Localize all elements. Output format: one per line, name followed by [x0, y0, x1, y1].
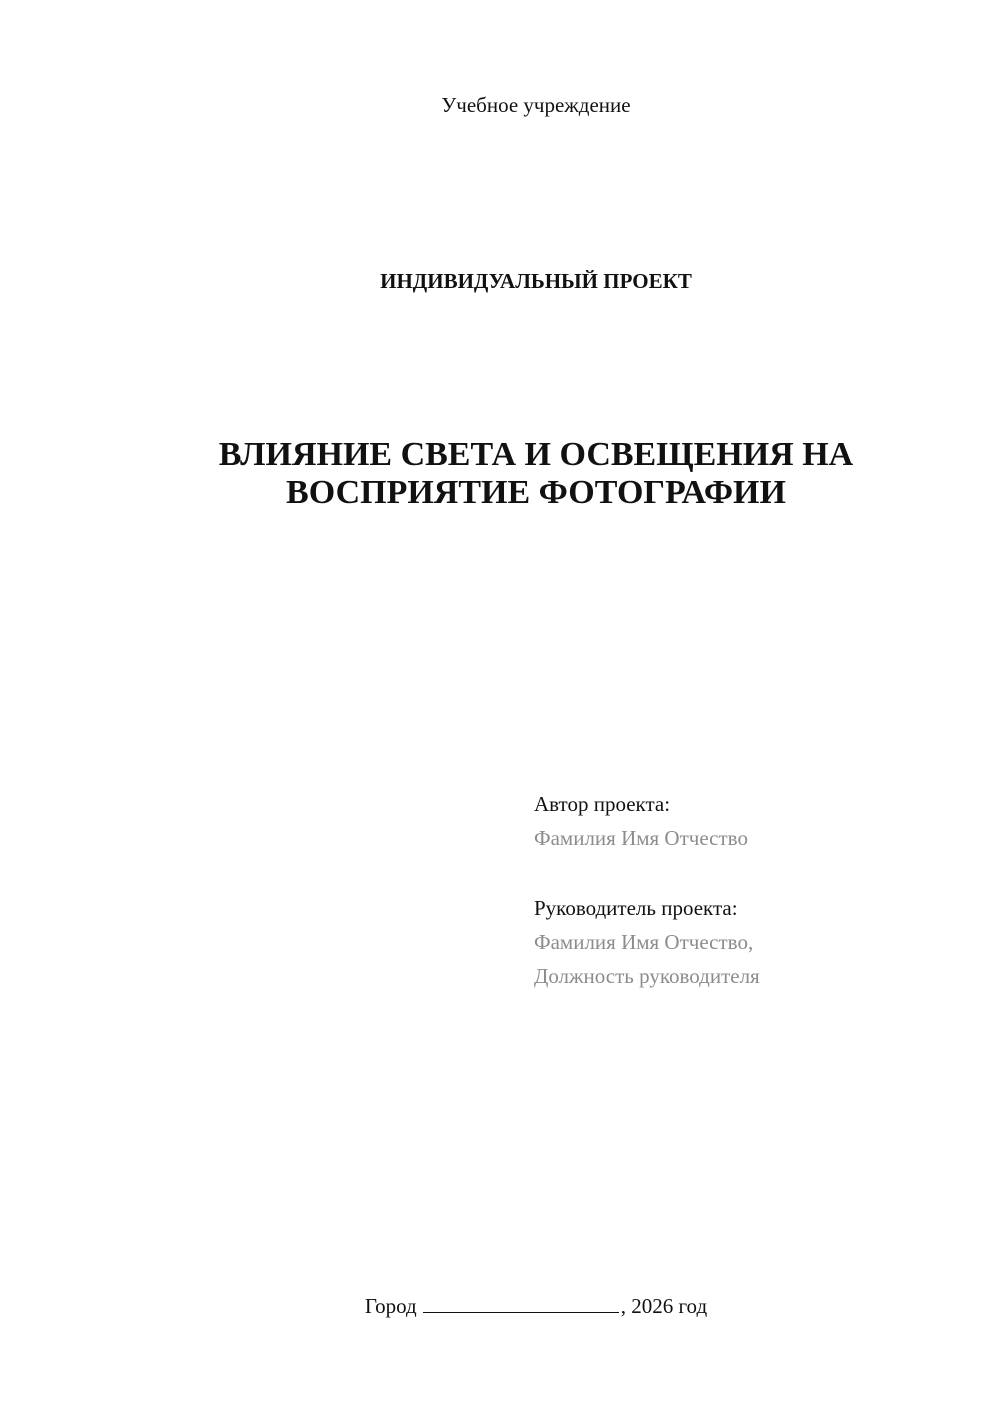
- project-title-line-1: ВЛИЯНИЕ СВЕТА И ОСВЕЩЕНИЯ НА: [218, 436, 854, 473]
- supervisor-position: Должность руководителя: [534, 964, 760, 988]
- credits-spacer: [534, 855, 974, 891]
- credits-block: [534, 787, 974, 993]
- city-label: Город: [364, 1294, 417, 1318]
- supervisor-name: Фамилия Имя Отчество,: [534, 930, 754, 954]
- institution-name: Учебное учреждение: [441, 93, 631, 117]
- city-blank-underline: [423, 1290, 619, 1313]
- author-label: Автор проекта:: [534, 792, 671, 816]
- year-text: , 2026 год: [620, 1294, 708, 1318]
- city-year-line: [36, 1290, 1000, 1321]
- project-type-heading: ИНДИВИДУАЛЬНЫЙ ПРОЕКТ: [380, 269, 692, 293]
- project-title: [36, 436, 1000, 512]
- supervisor-label: Руководитель проекта:: [534, 896, 738, 920]
- project-title-line-2: ВОСПРИЯТИЕ ФОТОГРАФИИ: [286, 474, 786, 511]
- author-name: Фамилия Имя Отчество: [534, 826, 748, 850]
